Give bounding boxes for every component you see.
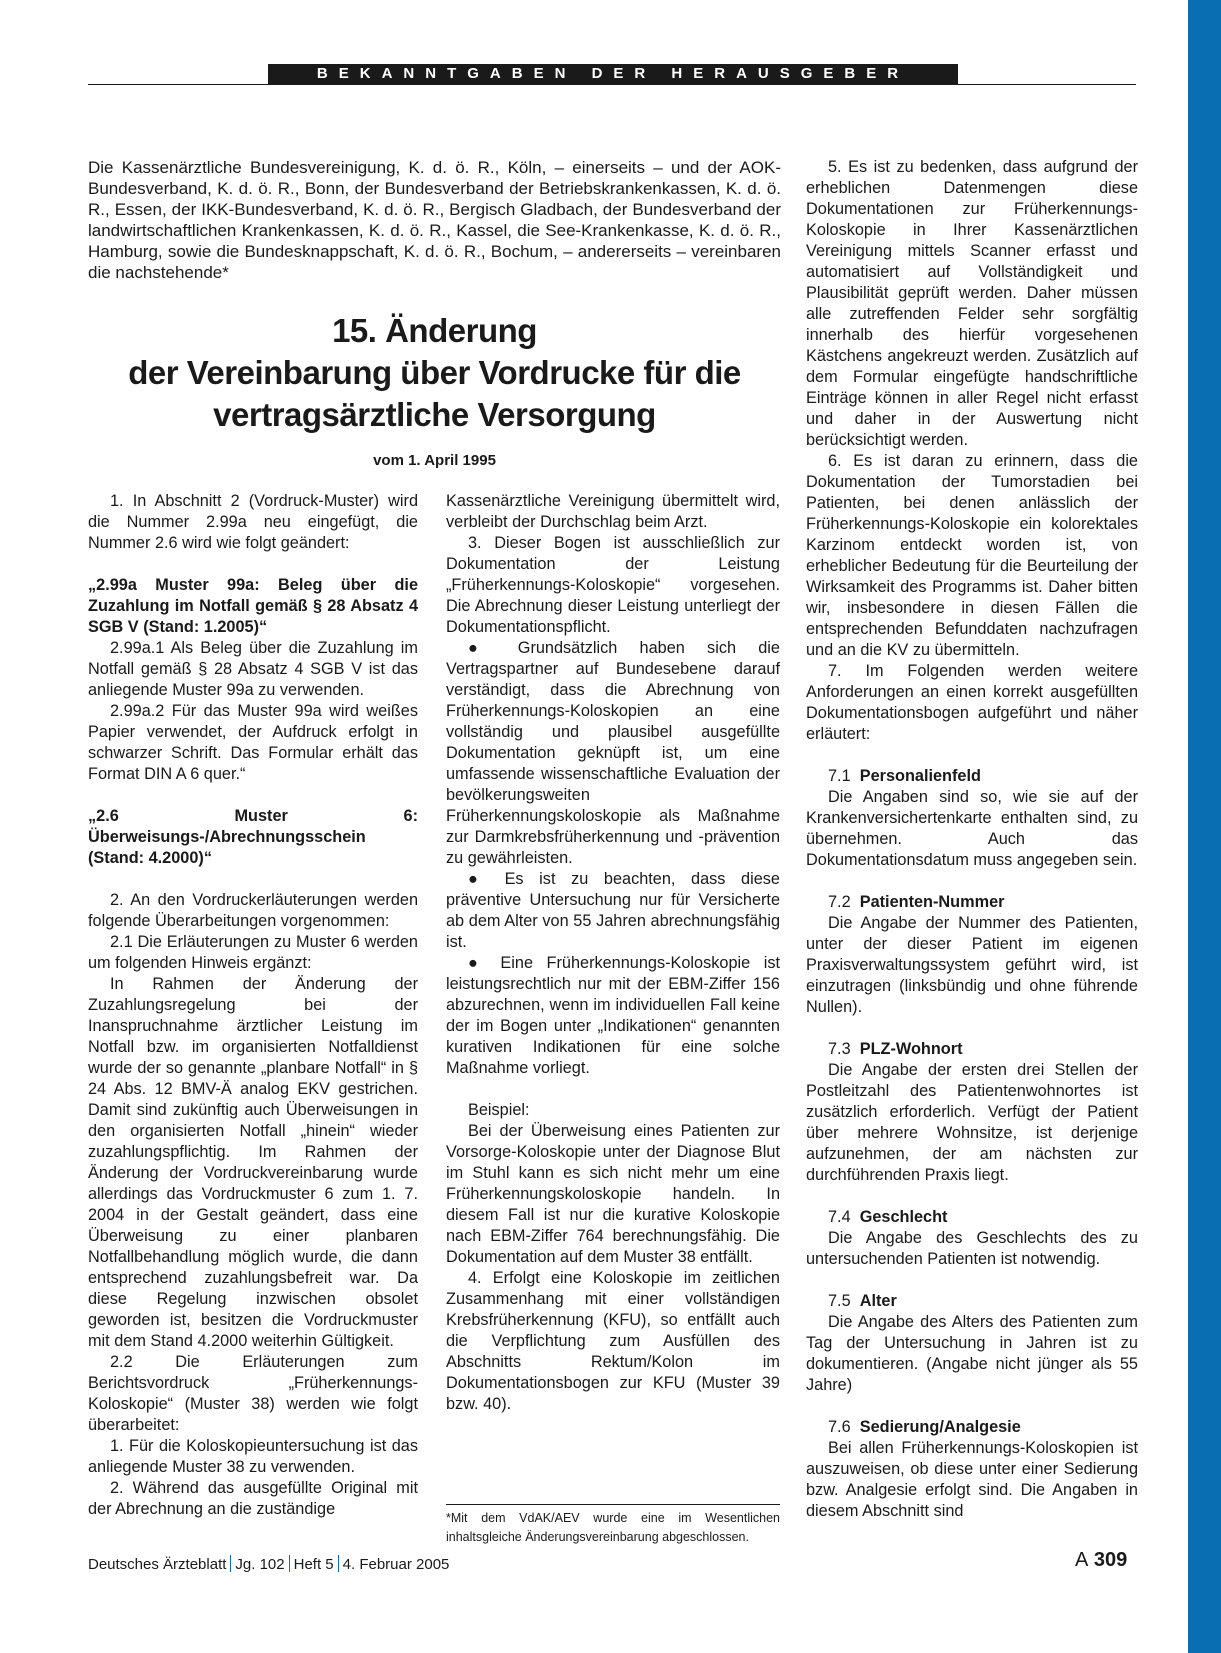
paragraph: Bei der Überweisung eines Patienten zur Vorsorge-Koloskopie unter der Diagnose Blut im Stuhl kann es sich nicht mehr um eine Früherkennungskoloskopie handeln. In diesem Fall ist nur die kurative Koloskopie nach EBM-Ziffer 764 berechnungsfähig. Die Dokumentation auf dem Muster 38 entfällt. bbox=[446, 1122, 780, 1266]
subheading: „2.99a Muster 99a: Beleg über die Zuzahlung im Notfall gemäß § 28 Absatz 4 SGB V (Stand: 1.2005)“ bbox=[88, 576, 418, 636]
bullet-paragraph bbox=[446, 638, 780, 869]
section-heading: 7.6 Sedierung/Analgesie bbox=[828, 1418, 1021, 1436]
paragraph: 1. In Abschnitt 2 (Vordruck-Muster) wird die Nummer 2.99a neu eingefügt, die Nummer 2.6 wird wie folgt geändert: bbox=[88, 492, 418, 552]
bullet-text: Eine Früherkennungs-Koloskopie ist leistungsrechtlich nur mit der EBM-Ziffer 156 abzurechnen, wenn im individuellen Fall keine der im Bogen unter „Indikationen“ genannten kurativen Indikationen für eine solche Maßnahme vorliegt. bbox=[446, 954, 780, 1077]
bullet-text: Grundsätzlich haben sich die Vertragspartner auf Bundesebene darauf verständigt, dass die Abrechnung von Früherkennungs-Koloskopien an eine vollständig und plausibel ausgefüllte Dokumentation geknüpft ist, um eine umfassende wissenschaftliche Evaluation der bevölkerungsweiten Früherkennungskoloskopie als Maßnahme zur Darmkrebsfrüherkennung und -prävention zu gewährleisten. bbox=[446, 639, 780, 867]
paragraph: Die Angaben sind so, wie sie auf der Krankenversichertenkarte enthalten sind, zu übernehmen. Auch das Dokumentationsdatum muss angegeben sein. bbox=[806, 788, 1138, 869]
section-heading: 7.5 Alter bbox=[828, 1292, 897, 1310]
title-line-1: 15. Änderung bbox=[332, 312, 537, 349]
section-header-band: BEKANNTGABEN DER HERAUSGEBER bbox=[268, 64, 958, 84]
footnote: *Mit dem VdAK/AEV wurde eine im Wesentlichen inhaltsgleiche Änderungsvereinbarung abgeschlossen. bbox=[446, 1511, 780, 1544]
paragraph: 2. Während das ausgefüllte Original mit der Abrechnung an die zuständige bbox=[88, 1479, 418, 1518]
page-prefix: A bbox=[1075, 1549, 1089, 1571]
article-title bbox=[88, 310, 781, 436]
intro-paragraph: Die Kassenärztliche Bundesvereinigung, K. d. ö. R., Köln, – einerseits – und der AOK-Bundesverband, K. d. ö. R., Bonn, der Bundesverband der Betriebskrankenkassen, K. d. ö. R., Essen, der IKK-Bundesverband, K. d. ö. R., Bergisch Gladbach, der Bundesverband der landwirtschaftlichen Krankenkassen, K. d. ö. R., Kassel, die See-Krankenkasse, K. d. ö. R., Hamburg, sowie die Bundesknappschaft, K. d. ö. R., Bochum, – andererseits – vereinbaren die nachstehende* bbox=[88, 158, 781, 282]
header-rule bbox=[88, 84, 1136, 85]
journal-name: Deutsches Ärzteblatt bbox=[88, 1556, 227, 1573]
bullet-text: Es ist zu beachten, dass diese präventive Untersuchung nur für Versicherte ab dem Alter von 55 Jahren abrechnungsfähig ist. bbox=[446, 870, 780, 951]
paragraph: Die Angabe des Geschlechts des zu untersuchenden Patienten ist notwendig. bbox=[806, 1229, 1138, 1268]
issue-date: 4. Februar 2005 bbox=[342, 1556, 450, 1573]
bullet-paragraph bbox=[446, 953, 780, 1079]
paragraph: 3. Dieser Bogen ist ausschließlich zur Dokumentation der Leistung „Früherkennungs-Koloskopie“ vorgesehen. Die Abrechnung dieser Leistung unterliegt der Dokumentationspflicht. bbox=[446, 534, 780, 636]
paragraph: Die Angabe der ersten drei Stellen der Postleitzahl des Patientenwohnortes ist zusätzlich erforderlich. Verfügt der Patient über mehrere Wohnsitze, ist derjenige aufzunehmen, der am nächsten zur durchführenden Praxis liegt. bbox=[806, 1061, 1138, 1184]
accent-side-bar bbox=[1188, 0, 1221, 1653]
paragraph: Kassenärztliche Vereinigung übermittelt wird, verbleibt der Durchschlag beim Arzt. bbox=[446, 492, 780, 531]
title-line-2: der Vereinbarung über Vordrucke für die bbox=[128, 354, 741, 391]
paragraph: In Rahmen der Änderung der Zuzahlungsregelung bei der Inanspruchnahme ärztlicher Leistung im Notfall bzw. im organisierten Notfalldienst wurde der so genannte „planbare Notfall“ in § 24 Abs. 12 BMV-Ä analog EKV gestrichen. Damit sind zukünftig auch Überweisungen in den organisierten Notfall „hinein“ wieder zuzahlungspflichtig. Im Rahmen der Änderung der Vordruckvereinbarung wurde allerdings das Vordruckmuster 6 zum 1. 7. 2004 in der Gestalt geändert, dass eine Überweisung zu einer planbaren Notfallbehandlung möglich wurde, die dann entsprechend zuzahlungsbefreit war. Da diese Regelung inzwischen obsolet geworden ist, besitzen die Vordruckmuster mit dem Stand 4.2000 weiterhin Gültigkeit. bbox=[88, 975, 418, 1350]
journal-volume: Jg. 102 bbox=[235, 1556, 285, 1573]
paragraph: 2. An den Vordruckerläuterungen werden folgende Überarbeitungen vorgenommen: bbox=[88, 891, 418, 930]
bullet-icon: ● bbox=[468, 639, 496, 657]
paragraph: Beispiel: bbox=[468, 1101, 530, 1119]
page-number bbox=[1075, 1549, 1127, 1572]
paragraph: 5. Es ist zu bedenken, dass aufgrund der erheblichen Datenmengen diese Dokumentationen zur Früherkennungs-Koloskopie in Ihrer Kassenärztlichen Vereinigung mittels Scanner erfasst und automatisiert auf Vollständigkeit und Plausibilität geprüft werden. Daher müssen alle zutreffenden Felder sehr sorgfältig innerhalb des hierfür vorgesehenen Kästchens angekreuzt werden. Zusätzlich auf dem Formular eingefügte handschriftliche Einträge können in aller Regel nicht erfasst und daher in der Auswertung nicht berücksichtigt werden. bbox=[806, 158, 1138, 449]
paragraph: Die Angabe des Alters des Patienten zum Tag der Untersuchung in Jahren ist zu dokumentieren. (Angabe nicht jünger als 55 Jahre) bbox=[806, 1313, 1138, 1394]
column-3 bbox=[806, 157, 1138, 1522]
paragraph: Die Angabe der Nummer des Patienten, unter der dieser Patient im eigenen Praxisverwaltungssystem geführt wird, ist einzutragen (linksbündig und ohne führende Nullen). bbox=[806, 914, 1138, 1016]
paragraph: Bei allen Früherkennungs-Koloskopien ist auszuweisen, ob diese unter einer Sedierung bzw. Analgesie erfolgt sind. Die Angaben in diesem Abschnitt sind bbox=[806, 1439, 1138, 1520]
journal-issue: Heft 5 bbox=[293, 1556, 334, 1573]
page-number-value: 309 bbox=[1093, 1549, 1128, 1571]
title-line-3: vertragsärztliche Versorgung bbox=[213, 396, 656, 433]
bullet-icon: ● bbox=[468, 870, 489, 888]
paragraph: 2.2 Die Erläuterungen zum Berichtsvordruck „Früherkennungs-Koloskopie“ (Muster 38) werden wie folgt überarbeitet: bbox=[88, 1353, 418, 1434]
paragraph: 2.1 Die Erläuterungen zu Muster 6 werden um folgenden Hinweis ergänzt: bbox=[88, 933, 418, 972]
section-heading: 7.2 Patienten-Nummer bbox=[828, 893, 1005, 911]
paragraph: 1. Für die Koloskopieuntersuchung ist das anliegende Muster 38 zu verwenden. bbox=[88, 1437, 418, 1476]
section-heading: 7.3 PLZ-Wohnort bbox=[828, 1040, 963, 1058]
paragraph: 6. Es ist daran zu erinnern, dass die Dokumentation der Tumorstadien bei Patienten, bei denen anlässlich der Früherkennungs-Koloskopie ein kolorektales Karzinom entdeckt worden ist, von erheblicher Bedeutung für die Beurteilung der Wirksamkeit des Programms ist. Daher bitten wir, insbesondere in diesen Fällen die entsprechenden Befunddaten nachzufragen und an die KV zu übermitteln. bbox=[806, 452, 1138, 659]
section-heading: 7.1 Personalienfeld bbox=[828, 767, 981, 785]
subheading: „2.6 Muster 6: Überweisungs-/Abrechnungsschein (Stand: 4.2000)“ bbox=[88, 807, 418, 867]
paragraph: 4. Erfolgt eine Koloskopie im zeitlichen Zusammenhang mit einer vollständigen Krebsfrüherkennung (KFU), so entfällt auch die Verpflichtung zum Ausfüllen des Abschnitts Rektum/Kolon im Dokumentationsbogen zur KFU (Muster 39 bzw. 40). bbox=[446, 1269, 780, 1413]
column-1 bbox=[88, 491, 418, 1520]
bullet-icon: ● bbox=[468, 954, 487, 972]
section-heading: 7.4 Geschlecht bbox=[828, 1208, 948, 1226]
bullet-paragraph bbox=[446, 869, 780, 953]
paragraph: 7. Im Folgenden werden weitere Anforderungen an einen korrekt ausgefüllten Dokumentationsbogen aufgeführt und näher erläutert: bbox=[806, 662, 1138, 743]
page-footer bbox=[88, 1555, 449, 1573]
paragraph: 2.99a.2 Für das Muster 99a wird weißes Papier verwendet, der Aufdruck erfolgt in schwarzer Schrift. Das Formular erhält das Format DIN A 6 quer.“ bbox=[88, 702, 418, 783]
footnote-rule bbox=[446, 1504, 780, 1505]
article-date: vom 1. April 1995 bbox=[373, 452, 496, 469]
column-2 bbox=[446, 491, 780, 1415]
paragraph: 2.99a.1 Als Beleg über die Zuzahlung im Notfall gemäß § 28 Absatz 4 SGB V ist das anliegende Muster 99a zu verwenden. bbox=[88, 639, 418, 699]
